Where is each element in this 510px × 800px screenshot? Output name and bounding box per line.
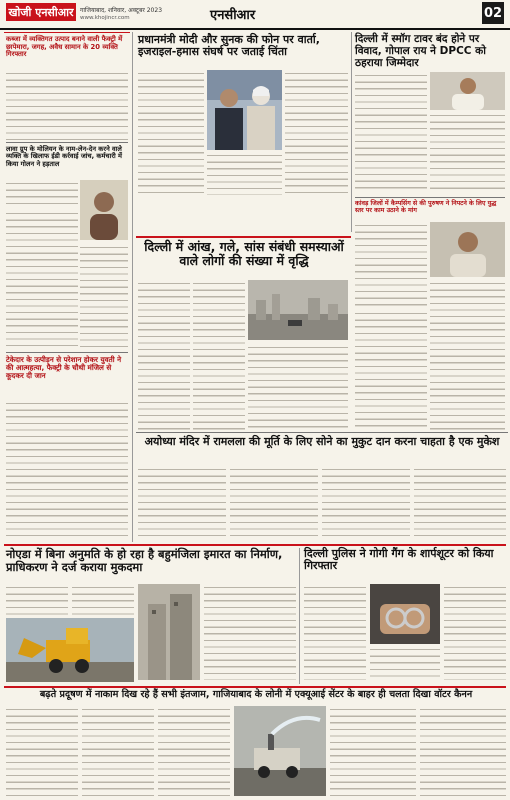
lead-headline: प्रधानमंत्री मोदी और सुनक की फोन पर वार्ता, इजराइल-हमास संघर्ष पर जताई चिंता [138, 33, 320, 59]
column-rule-1 [132, 32, 133, 542]
police-body-a [304, 584, 366, 680]
left-story2-photo [80, 180, 128, 240]
left-story1-body [6, 70, 128, 140]
column-rule-2 [351, 32, 352, 232]
minister-photo-icon [430, 72, 505, 110]
bottom-body-a [6, 706, 78, 796]
delhi-body-a [355, 72, 427, 194]
police-body-c [444, 584, 506, 680]
construction-photo-icon [138, 584, 200, 680]
left-story2-body-c [80, 244, 128, 350]
left-story3-headline: टेकेदार के उत्पीड़न से परेशान होकर युवती ने की आत्महत्या, फैक्ट्री के चौथी मंजिल से कूदकर दी जान [6, 355, 122, 381]
handcuffs-photo-icon [370, 584, 440, 644]
police-photo [370, 584, 440, 644]
ayodhya-body-b [230, 466, 318, 540]
ayodhya-top-rule [136, 432, 508, 433]
date-line: गाजियाबाद, शनिवार, अक्टूबर 2023 [80, 7, 163, 14]
delhi-sub-body-c [355, 310, 427, 430]
left-divider-1 [6, 142, 128, 143]
left-top-rule [4, 32, 130, 33]
person-photo-icon [80, 180, 128, 240]
ayodhya-headline: अयोध्या मंदिर में रामलला की मूर्ति के लिए सोने का मुकुट दान करना चाहता है एक मुकेश [144, 435, 500, 448]
water-cannon-photo-icon [234, 706, 326, 796]
bottom-headline: बढ़ते प्रदूषण में नाकाम दिख रहे हैं सभी इंतजाम, गाजियाबाद के लोनी में एक्यूआई सेंटर के बाहर ही चलता दिखा वॉटर कैनन [39, 689, 473, 700]
bottom-body-c [158, 706, 230, 796]
bottom-photo [234, 706, 326, 796]
lead-body-c [285, 70, 348, 195]
bottom-section-rule [4, 686, 506, 688]
paper-name: खोजी एनसीआर [6, 3, 76, 21]
left-divider-2 [6, 352, 128, 353]
section-title: एनसीआर [210, 8, 256, 23]
pollution-body-a [138, 280, 190, 430]
delhi-body-b [430, 112, 505, 194]
police-body-b [370, 646, 440, 680]
leaders-photo-icon [207, 70, 282, 150]
pollution-top-rule [136, 236, 351, 238]
noida-headline: नोएडा में बिना अनुमति के हो रहा है बहुमंजिला इमारत का निर्माण, प्राधिकरण ने दर्ज कराया मुकदमा [6, 547, 283, 574]
pollution-headline: दिल्ली में आंख, गले, सांस संबंधी समस्याओं वाले लोगों की संख्या में वृद्धि [144, 239, 344, 268]
page-number: 02 [482, 2, 504, 24]
noida-body-c [204, 584, 296, 680]
smog-city-photo-icon [248, 280, 348, 340]
left-story1-headline: कब्जा में व्यक्तिगत उत्पाद बनाने वाली फैक्ट्री में छापेमारा, जगह, अवैध सामान के 20 व्यक्ति गिरफ्तार [6, 35, 123, 59]
bottom-body-d [330, 706, 416, 796]
pollution-body-c [248, 344, 348, 430]
bulldozer-photo-icon [6, 618, 134, 682]
delhi-sub-body-a [355, 222, 427, 307]
masthead [0, 0, 510, 30]
delhi-sub-body-b [430, 280, 505, 430]
lead-body-b [207, 152, 282, 195]
left-story2-headline: लावा ग्रुप के मोलियन के नाम-लेन-देन करने वाले व्यक्ति के खिलाफ ईडी कर्रवाई जांच, कर्मचारी में किया गोलन ने हड़ताल [6, 145, 122, 168]
official-photo-icon [430, 222, 505, 277]
pollution-photo [248, 280, 348, 340]
delhi-divider [355, 197, 505, 198]
noida-photo-2 [138, 584, 200, 680]
noida-photo [6, 618, 134, 682]
left-story2-body-a [6, 180, 78, 208]
lower-section-rule [4, 544, 506, 546]
lead-photo [207, 70, 282, 150]
ayodhya-body-d [414, 466, 506, 540]
column-rule-3 [299, 548, 300, 684]
delhi-sub-photo [430, 222, 505, 277]
sub-line: www.khojincr.com [80, 15, 130, 21]
left-story3-body [6, 400, 128, 540]
delhi-subheadline: कांवड़ जिलों में कैम्पसिंग से की पुरुषण ने निपटने के लिए युद्ध स्तर पर काम उठाने के मांग [355, 200, 497, 215]
ayodhya-body-c [322, 466, 410, 540]
police-headline: दिल्ली पुलिस ने गोगी गैंग के शार्पशूटर को किया गिरफ्तार [304, 547, 494, 573]
lead-body-a [138, 70, 204, 195]
left-story2-body-b [6, 210, 78, 350]
bottom-body-e [420, 706, 506, 796]
delhi-headline: दिल्ली में स्मॉग टावर बंद होने पर विवाद, गोपाल राय ने DPCC को ठहराया जिम्मेदार [355, 33, 486, 69]
pollution-body-b [193, 280, 245, 430]
bottom-body-b [82, 706, 154, 796]
delhi-photo [430, 72, 505, 110]
ayodhya-body-a [138, 466, 226, 540]
